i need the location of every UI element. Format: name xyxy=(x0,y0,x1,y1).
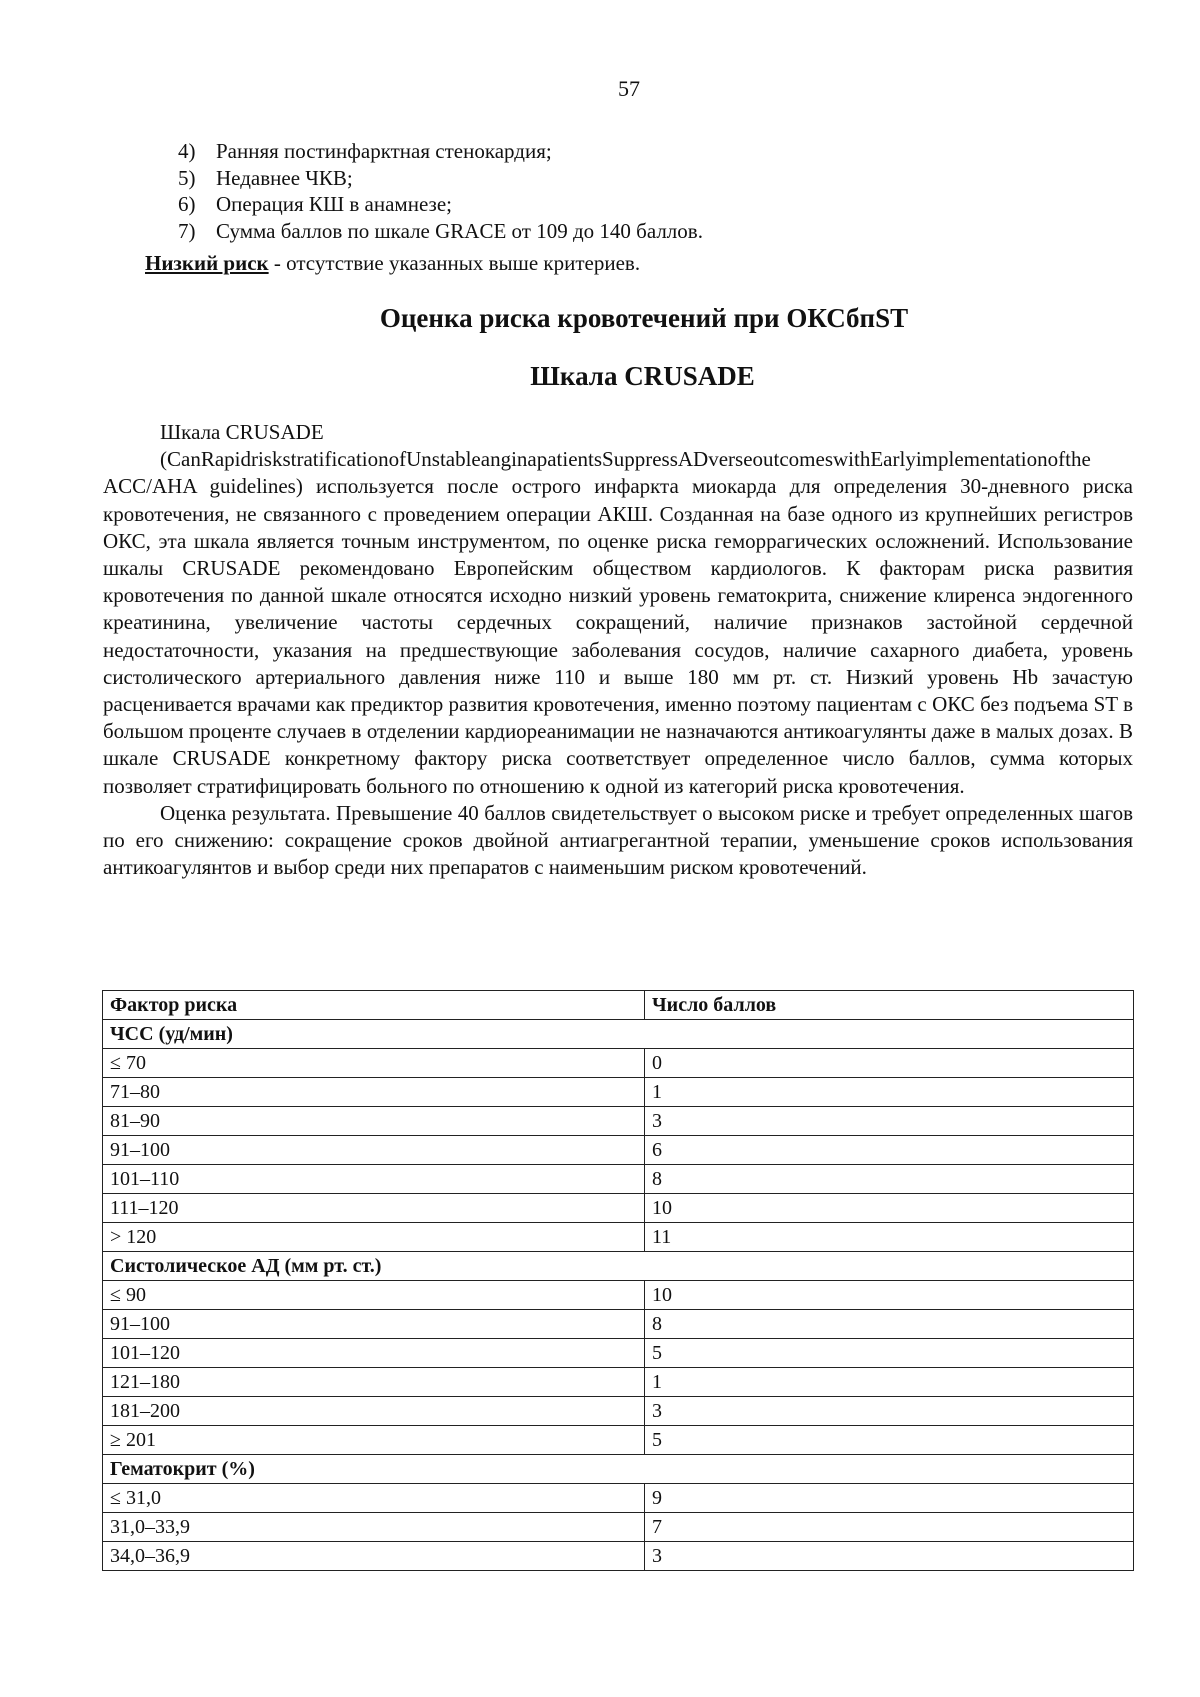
table-row xyxy=(103,1513,1134,1542)
factor-cell: 101–110 xyxy=(103,1165,645,1194)
section-subheading: Шкала CRUSADE xyxy=(530,361,755,391)
list-item-number: 5) xyxy=(178,165,196,190)
table-row xyxy=(103,1078,1134,1107)
table-row xyxy=(103,1339,1134,1368)
crusade-acronym: (CanRapidriskstratificationofUnstableanginapatientsSuppressADverseoutcomeswithEarlyimplementationofthe xyxy=(160,447,1091,472)
list-item xyxy=(178,138,703,165)
table-row xyxy=(103,1049,1134,1078)
points-cell: 10 xyxy=(645,1194,1134,1223)
factor-cell: 91–100 xyxy=(103,1136,645,1165)
list-item-number: 6) xyxy=(178,192,196,216)
table-group-row xyxy=(103,1455,1134,1484)
points-cell: 3 xyxy=(645,1542,1134,1571)
page-number: 57 xyxy=(618,76,640,101)
crusade-intro: Шкала CRUSADE xyxy=(160,420,324,444)
table-row xyxy=(103,1281,1134,1310)
list-item xyxy=(178,191,703,218)
factor-cell: ≥ 201 xyxy=(103,1426,645,1455)
factor-cell: 101–120 xyxy=(103,1339,645,1368)
points-cell: 11 xyxy=(645,1223,1134,1252)
factor-cell: ≤ 31,0 xyxy=(103,1484,645,1513)
points-cell: 0 xyxy=(645,1049,1134,1078)
points-cell: 10 xyxy=(645,1281,1134,1310)
factor-cell: 111–120 xyxy=(103,1194,645,1223)
factor-cell: > 120 xyxy=(103,1223,645,1252)
factor-cell: ≤ 90 xyxy=(103,1281,645,1310)
points-cell: 9 xyxy=(645,1484,1134,1513)
table-row xyxy=(103,1136,1134,1165)
low-risk-text: - отсутствие указанных выше критериев. xyxy=(268,251,641,275)
header-points: Число баллов xyxy=(645,991,1134,1020)
table-row xyxy=(103,1165,1134,1194)
factor-cell: 71–80 xyxy=(103,1078,645,1107)
header-factor: Фактор риска xyxy=(103,991,645,1020)
list-item-text: Сумма баллов по шкале GRACE от 109 до 140 баллов. xyxy=(216,218,703,243)
table-row xyxy=(103,1368,1134,1397)
table-header-row xyxy=(103,991,1134,1020)
criteria-list xyxy=(178,138,703,244)
table-row xyxy=(103,1484,1134,1513)
group-title: Гематокрит (%) xyxy=(103,1455,1134,1484)
factor-cell: ≤ 70 xyxy=(103,1049,645,1078)
result-assessment: Оценка результата. Превышение 40 баллов свидетельствует о высоком риске и требует определенных шагов по его снижению: сокращение сроков двойной антиагрегантной терапии, уменьшение сроков использования антикоагулянтов и выбор среди них препаратов с наименьшим риском кровотечений. xyxy=(103,800,1133,880)
crusade-table xyxy=(102,990,1134,1571)
low-risk-term: Низкий риск xyxy=(145,251,269,275)
points-cell: 3 xyxy=(645,1107,1134,1136)
factor-cell: 121–180 xyxy=(103,1368,645,1397)
table-row xyxy=(103,1542,1134,1571)
table-group-row xyxy=(103,1252,1134,1281)
list-item-text: Операция КШ в анамнезе; xyxy=(216,192,452,216)
list-item-number: 7) xyxy=(178,218,196,243)
table-row xyxy=(103,1310,1134,1339)
points-cell: 8 xyxy=(645,1310,1134,1339)
crusade-description-text: ACC/AHA guidelines) используется после острого инфаркта миокарда для определения 30-дневного риска кровотечения, не связанного с проведением операции АКШ. Созданная на базе одного из крупнейших регистров ОКС, эта шкала является точным инструментом, по оценке риска геморрагических осложнений. Использование шкалы CRUSADE рекомендовано Европейским обществом кардиологов. К факторам риска развития кровотечения по данной шкале относятся исходно низкий уровень гематокрита, снижение клиренса эндогенного креатинина, увеличение частоты сердечных сокращений, наличие признаков застойной сердечной недостаточности, указания на предшествующие заболевания сосудов, наличие сахарного диабета, уровень систолического артериального давления ниже 110 и выше 180 мм рт. ст. Низкий уровень Hb зачастую расценивается врачами как предиктор развития кровотечения, именно поэтому пациентам с ОКС без подъема ST в большом проценте случаев в отделении кардиореанимации не назначаются антикоагулянты даже в малых дозах. В шкале CRUSADE конкретному фактору риска соответствует определенное число баллов, сумма которых позволяет стратифицировать больного по отношению к одной из категорий риска кровотечения. xyxy=(103,474,1133,798)
factor-cell: 181–200 xyxy=(103,1397,645,1426)
points-cell: 3 xyxy=(645,1397,1134,1426)
points-cell: 1 xyxy=(645,1368,1134,1397)
body-text xyxy=(103,419,1133,881)
section-heading: Оценка риска кровотечений при ОКСбпST xyxy=(379,303,909,333)
factor-cell: 34,0–36,9 xyxy=(103,1542,645,1571)
crusade-description xyxy=(103,446,1133,800)
points-cell: 6 xyxy=(645,1136,1134,1165)
table-group-row xyxy=(103,1020,1134,1049)
points-cell: 8 xyxy=(645,1165,1134,1194)
list-item xyxy=(178,218,703,245)
low-risk-definition xyxy=(145,250,640,276)
table-row xyxy=(103,1194,1134,1223)
table-row xyxy=(103,1397,1134,1426)
table-row xyxy=(103,1107,1134,1136)
table-row xyxy=(103,1426,1134,1455)
group-title: ЧСС (уд/мин) xyxy=(103,1020,1134,1049)
table-row xyxy=(103,1223,1134,1252)
group-title: Систолическое АД (мм рт. ст.) xyxy=(103,1252,1134,1281)
list-item-text: Ранняя постинфарктная стенокардия; xyxy=(216,139,552,163)
points-cell: 5 xyxy=(645,1426,1134,1455)
points-cell: 7 xyxy=(645,1513,1134,1542)
points-cell: 1 xyxy=(645,1078,1134,1107)
list-item-text: Недавнее ЧКВ; xyxy=(216,165,353,190)
factor-cell: 81–90 xyxy=(103,1107,645,1136)
list-item xyxy=(178,165,703,192)
list-item-number: 4) xyxy=(178,139,196,163)
factor-cell: 31,0–33,9 xyxy=(103,1513,645,1542)
factor-cell: 91–100 xyxy=(103,1310,645,1339)
points-cell: 5 xyxy=(645,1339,1134,1368)
